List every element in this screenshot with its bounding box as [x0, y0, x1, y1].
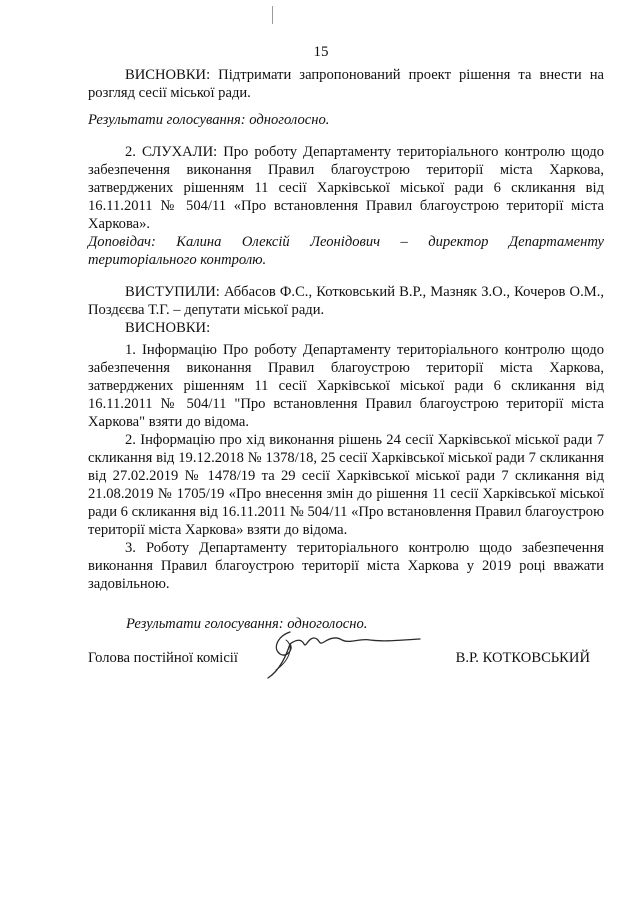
signatory-title: Голова постійної комісії	[88, 650, 238, 666]
scan-artifact-line	[272, 6, 273, 24]
speakers-list: ВИСТУПИЛИ: Аббасов Ф.С., Котковський В.Р., Мазняк З.О., Кочеров О.М., Поздєєва Т.Г. – депутати міської ради.	[88, 284, 604, 318]
conclusions-heading: ВИСНОВКИ:	[125, 320, 211, 336]
voting-result-1: Результати голосування: одноголосно.	[88, 112, 330, 128]
conclusion-point-1: 1. Інформацію Про роботу Департаменту територіального контролю щодо забезпечення виконання Правил благоустрою території міста Харкова, затверджених рішенням 11 сесії Харківської міської ради 6 скликання від 16.11.2011 № 504/11 "Про встановлення Правил благоустрою території міста Харкова" взяти до відома.	[88, 342, 604, 430]
handwritten-signature	[250, 626, 450, 686]
heard-item-2: 2. СЛУХАЛИ: Про роботу Департаменту територіального контролю щодо забезпечення виконання Правил благоустрою території міста Харкова, затверджених рішенням 11 сесії Харківської міської ради 6 скликання від 16.11.2011 № 504/11 «Про встановлення Правил благоустрою території міста Харкова».	[88, 144, 604, 232]
document-body	[88, 66, 604, 633]
conclusion-point-2: 2. Інформацію про хід виконання рішень 24 сесії Харківської міської ради 7 скликання від 19.12.2018 № 1378/18, 25 сесії Харківської міської ради 7 скликання від 27.02.2019 № 1478/19 та 29 сесії Харківської міської ради 7 скликання від 21.08.2019 № 1705/19 «Про внесення змін до рішення 11 сесії Харківської міської ради 6 скликання від 16.11.2011 № 504/11 «Про встановлення Правил благоустрою території міста Харкова» взяти до відома.	[88, 432, 604, 538]
speaker-line: Доповідач: Калина Олексій Леонідович – директор Департаменту територіального контролю.	[88, 234, 604, 268]
conclusions-paragraph-1: ВИСНОВКИ: Підтримати запропонований проект рішення та внести на розгляд сесії міської ради.	[88, 67, 604, 101]
signatory-name: В.Р. КОТКОВСЬКИЙ	[455, 650, 590, 666]
page-number: 15	[313, 44, 329, 60]
conclusion-point-3: 3. Роботу Департаменту територіального контролю щодо забезпечення виконання Правил благоустрою території міста Харкова у 2019 році вважати задовільною.	[88, 540, 604, 592]
voting-result-2: Результати голосування: одноголосно.	[126, 616, 368, 632]
